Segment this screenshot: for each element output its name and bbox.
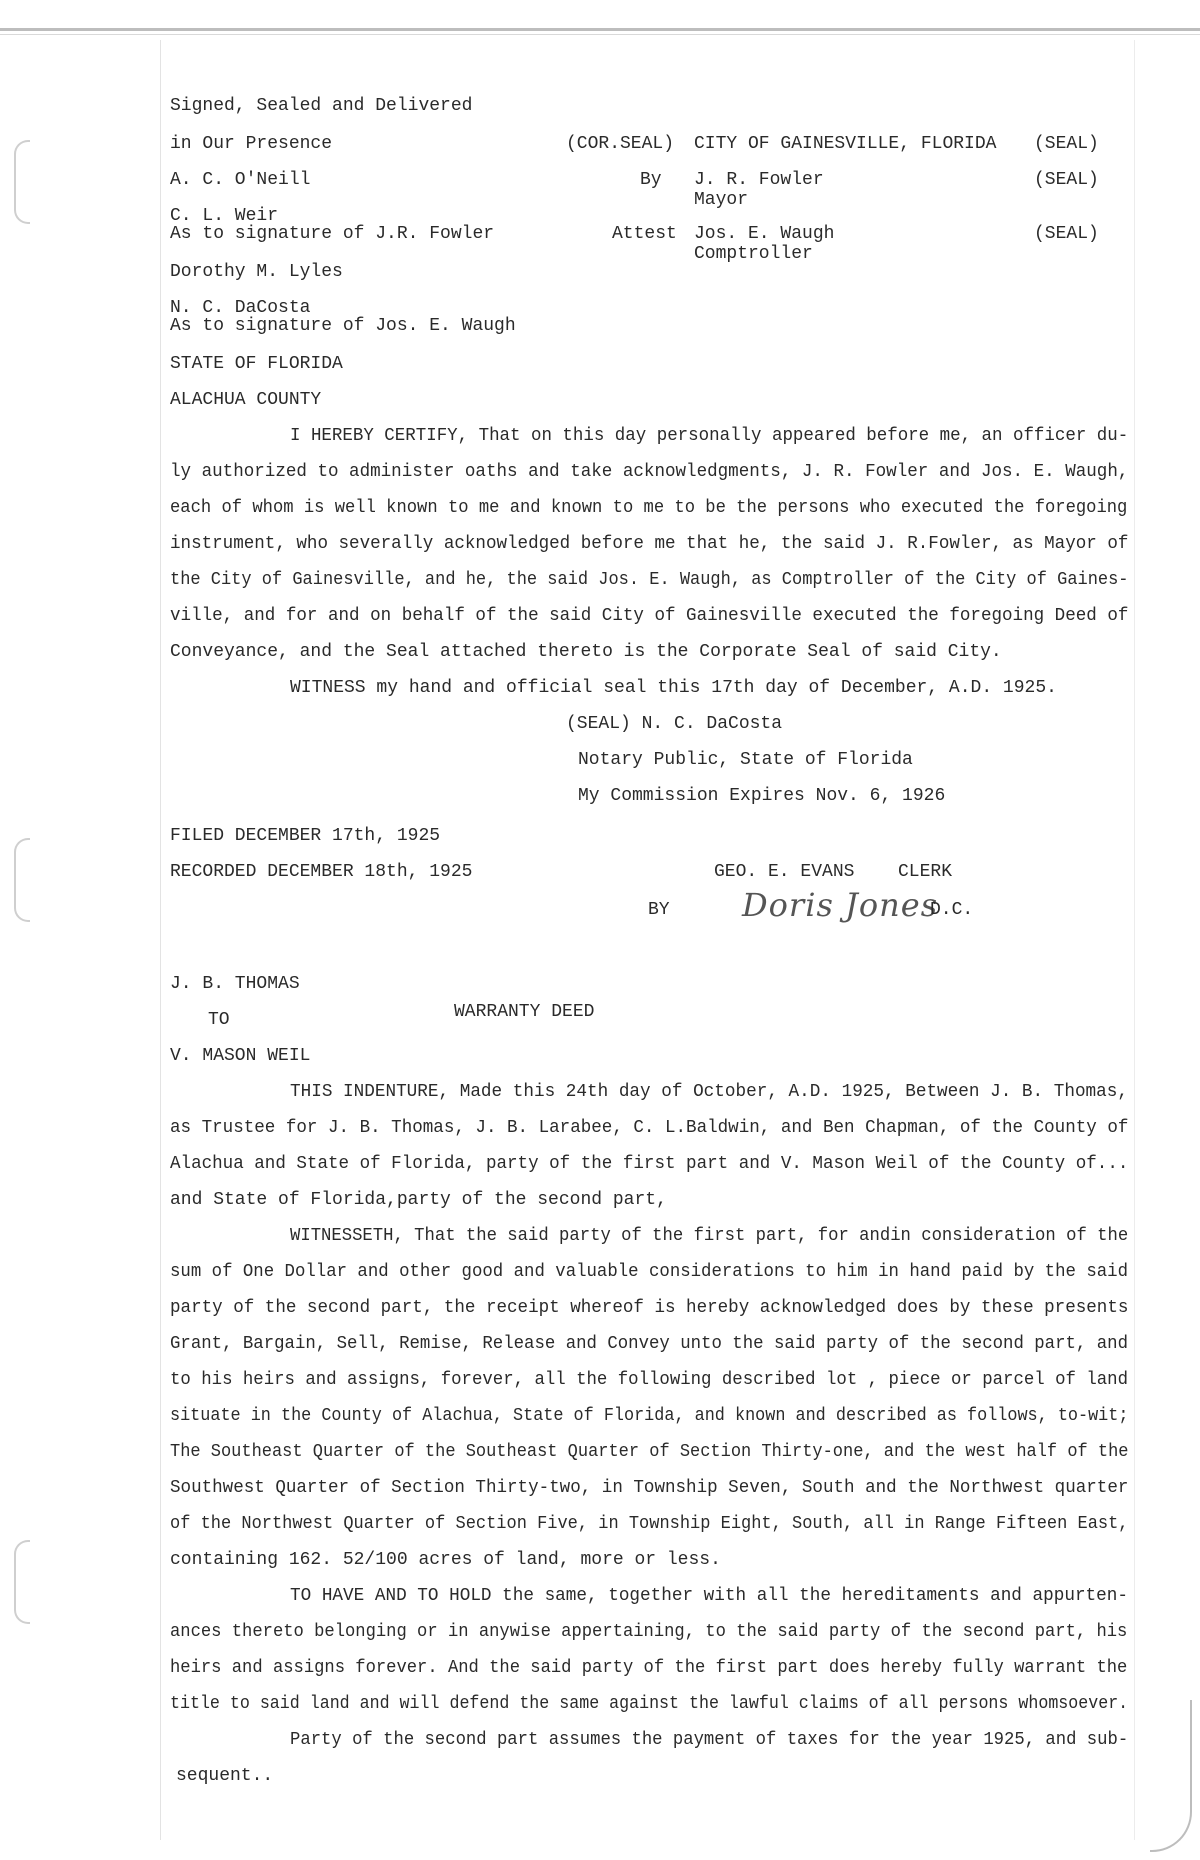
ack-line: instrument, who severally acknowledged before me that he, the said J. R.Fowler, as Mayor of [170,534,1129,554]
deed-line: Alachua and State of Florida, party of the first part and V. Mason Weil of the County of... [170,1154,1129,1174]
notary-title: Notary Public, State of Florida [578,750,913,770]
deed-title: WARRANTY DEED [454,1002,595,1022]
commission-expiry: My Commission Expires Nov. 6, 1926 [578,786,946,806]
county-heading: ALACHUA COUNTY [170,390,322,410]
ack-line: ly authorized to administer oaths and take acknowledgments, J. R. Fowler and Jos. E. Waugh, [170,462,1129,482]
deed-line: THIS INDENTURE, Made this 24th day of October, A.D. 1925, Between J. B. Thomas, [290,1082,1128,1102]
attest-label: Attest [612,224,677,244]
clerk-title: CLERK [898,862,953,882]
grantor-name: J. B. THOMAS [170,974,300,994]
deed-line: Southwest Quarter of Section Thirty-two, in Township Seven, South and the Northwest quarter [170,1478,1129,1498]
mayor-title: Mayor [694,190,749,210]
deed-line: Party of the second part assumes the payment of taxes for the year 1925, and sub- [290,1730,1129,1750]
deed-line: heirs and assigns forever. And the said party of the first part does hereby fully warrant the [170,1658,1128,1678]
deed-line: and State of Florida,party of the second part, [170,1190,667,1210]
comptroller-title: Comptroller [694,244,813,264]
left-margin-rule [160,40,161,1840]
deputy-clerk-title: D.C. [930,900,974,920]
witness-line: WITNESS my hand and official seal this 17th day of December, A.D. 1925. [290,678,1057,698]
deed-line: situate in the County of Alachua, State of Florida, and known and described as follows, to-wit; [170,1406,1129,1426]
deed-line: to his heirs and assigns, forever, all the following described lot , piece or parcel of land [170,1370,1128,1390]
witness-weir: C. L. Weir [170,206,279,226]
deed-line: sum of One Dollar and other good and valuable considerations to him in hand paid by the said [170,1262,1128,1282]
as-to-waugh: As to signature of Jos. E. Waugh [170,316,516,336]
deed-line: title to said land and will defend the same against the lawful claims of all persons whomsoever. [170,1694,1129,1714]
page-top-edge [0,28,1200,31]
corporate-seal-label: (COR.SEAL) [566,134,675,154]
ack-line: Conveyance, and the Seal attached thereto is the Corporate Seal of said City. [170,642,1002,662]
curled-page-corner [1150,1700,1192,1852]
deed-line: WITNESSETH, That the said party of the first part, for andin consideration of the [290,1226,1129,1246]
city-name: CITY OF GAINESVILLE, FLORIDA [694,134,997,154]
by-label: By [640,170,662,190]
filed-date: FILED DECEMBER 17th, 1925 [170,826,441,846]
ack-line: each of whom is well known to me and known to me to be the persons who executed the foregoing [170,498,1128,518]
deed-line: as Trustee for J. B. Thomas, J. B. Larabee, C. L.Baldwin, and Ben Chapman, of the County of [170,1118,1129,1138]
deed-line: TO HAVE AND TO HOLD the same, together with all the hereditaments and appurten- [290,1586,1128,1606]
seal-label: (SEAL) [1034,170,1099,190]
page-top-edge-inner [0,34,1200,35]
witness-dacosta: N. C. DaCosta [170,298,311,318]
clerk-name: GEO. E. EVANS [714,862,855,882]
binder-hole-mark [14,140,30,224]
ack-line: the City of Gainesville, and he, the said Jos. E. Waugh, as Comptroller of the City of Gaines- [170,570,1129,590]
witness-oneill: A. C. O'Neill [170,170,311,190]
notary-seal: (SEAL) N. C. DaCosta [566,714,783,734]
right-margin-rule [1134,40,1135,1840]
binder-hole-mark [14,1540,30,1624]
signed-sealed-delivered: Signed, Sealed and Delivered [170,96,473,116]
by-label: BY [648,900,670,920]
mayor-name: J. R. Fowler [694,170,824,190]
deed-line: ances thereto belonging or in anywise appertaining, to the said party of the second part, his [170,1622,1128,1642]
deed-line: Grant, Bargain, Sell, Remise, Release and Convey unto the said party of the second part, and [170,1334,1128,1354]
deed-line: sequent.. [176,1766,274,1786]
grantee-name: V. MASON WEIL [170,1046,311,1066]
as-to-fowler: As to signature of J.R. Fowler [170,224,495,244]
ack-line: ville, and for and on behalf of the said City of Gainesville executed the foregoing Deed of [170,606,1129,626]
seal-label: (SEAL) [1034,224,1099,244]
deed-line: party of the second part, the receipt whereof is hereby acknowledged does by these presents [170,1298,1129,1318]
seal-label: (SEAL) [1034,134,1099,154]
comptroller-name: Jos. E. Waugh [694,224,835,244]
deputy-clerk-signature: Doris Jones [742,886,939,924]
deed-line: The Southeast Quarter of the Southeast Quarter of Section Thirty-one, and the west half of the [170,1442,1129,1462]
ack-line: I HEREBY CERTIFY, That on this day personally appeared before me, an officer du- [290,426,1129,446]
recorded-date: RECORDED DECEMBER 18th, 1925 [170,862,473,882]
binder-hole-mark [14,838,30,922]
in-our-presence: in Our Presence [170,134,333,154]
to-label: TO [208,1010,230,1030]
state-heading: STATE OF FLORIDA [170,354,343,374]
witness-lyles: Dorothy M. Lyles [170,262,343,282]
deed-line: containing 162. 52/100 acres of land, more or less. [170,1550,721,1570]
deed-line: of the Northwest Quarter of Section Five, in Township Eight, South, all in Range Fifteen East, [170,1514,1129,1534]
